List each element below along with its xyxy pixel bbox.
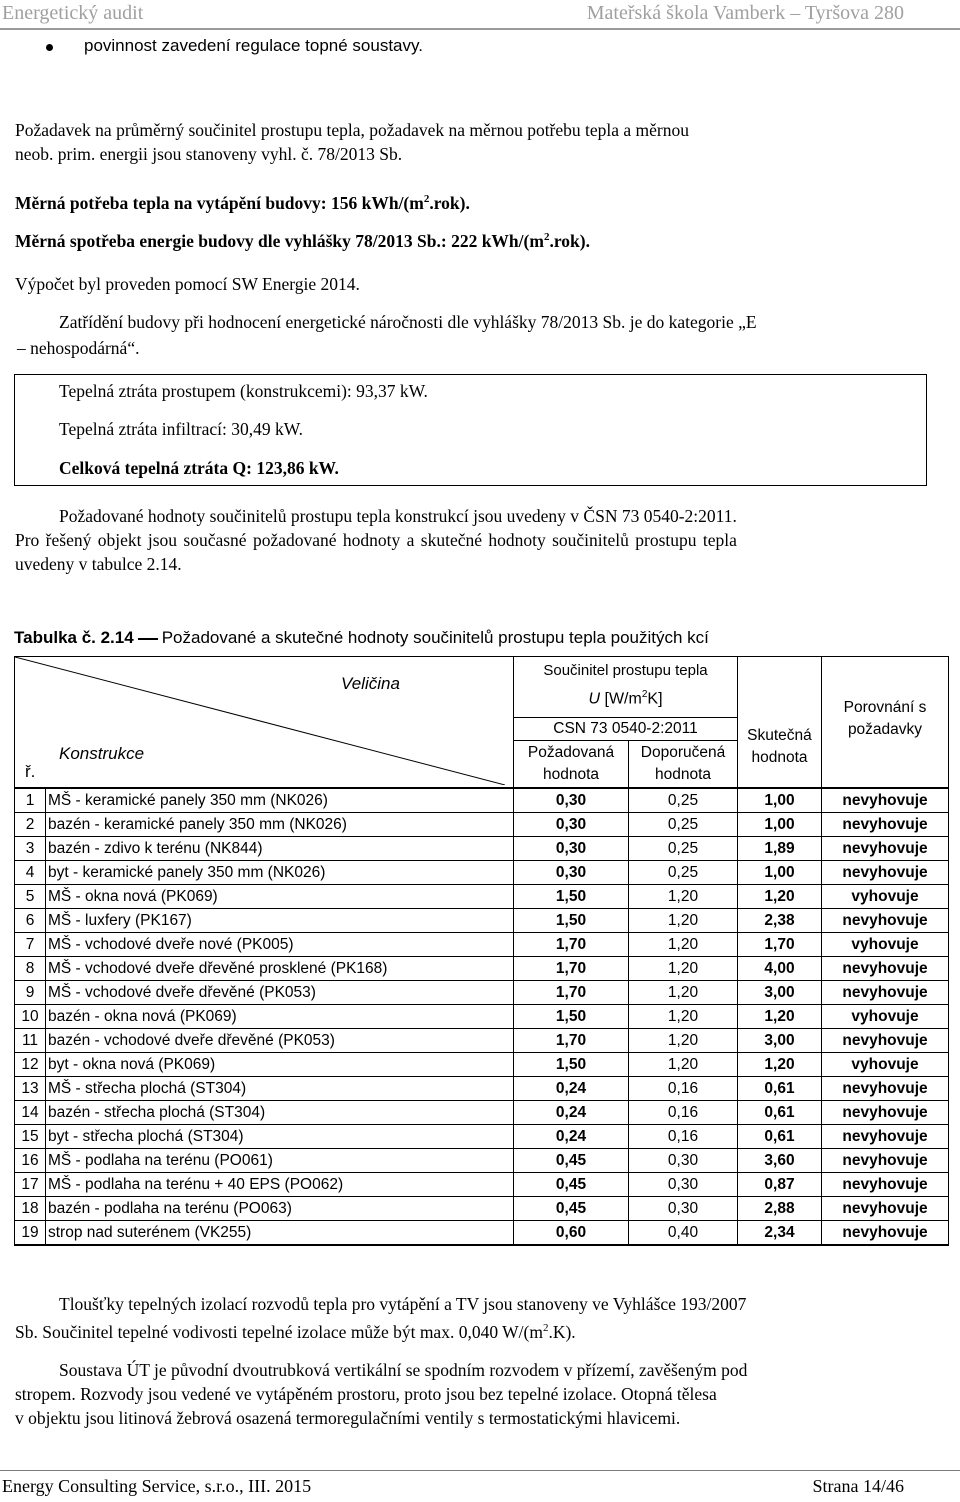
row-construction: bazén - podlaha na terénu (PO063) (46, 1197, 514, 1221)
row-recommended: 1,20 (629, 981, 738, 1005)
row-required: 1,70 (514, 933, 629, 957)
row-comparison: vyhovuje (822, 885, 949, 909)
paragraph-insulation (15, 1292, 910, 1344)
table-row (15, 837, 949, 861)
header-cell-velicina (15, 657, 514, 789)
row-comparison: nevyhovuje (822, 1077, 949, 1101)
para1-line2: neob. prim. energii jsou stanoveny vyhl. č. 78/2013 Sb. (15, 144, 403, 164)
category-line1: Zatřídění budovy při hodnocení energetické náročnosti dle vyhlášky 78/2013 Sb. je do kategorie „E (59, 312, 757, 332)
para2-line2: Pro řešený objekt jsou současné požadované hodnoty a skutečné hodnoty součinitelů prostupu tepla (15, 530, 737, 550)
row-recommended: 0,16 (629, 1125, 738, 1149)
row-number: 1 (15, 788, 46, 813)
row-actual: 3,00 (738, 981, 822, 1005)
row-recommended: 0,30 (629, 1197, 738, 1221)
row-recommended: 0,25 (629, 861, 738, 885)
row-actual: 0,61 (738, 1077, 822, 1101)
row-actual: 1,00 (738, 788, 822, 813)
row-number: 8 (15, 957, 46, 981)
row-actual: 2,34 (738, 1221, 822, 1246)
row-comparison: nevyhovuje (822, 1149, 949, 1173)
ms-sup: 2 (543, 231, 550, 243)
heat-loss-box (14, 374, 927, 486)
header-r: ř. (25, 762, 36, 781)
table-row (15, 788, 949, 813)
row-number: 13 (15, 1077, 46, 1101)
row-number: 10 (15, 1005, 46, 1029)
row-comparison: vyhovuje (822, 933, 949, 957)
header-pozadovana-hodnota: hodnota (542, 766, 600, 783)
table-row (15, 957, 949, 981)
row-recommended: 1,20 (629, 1005, 738, 1029)
row-construction: bazén - zdivo k terénu (NK844) (46, 837, 514, 861)
row-number: 2 (15, 813, 46, 837)
row-required: 0,30 (514, 861, 629, 885)
row-construction: MŠ - okna nová (PK069) (46, 885, 514, 909)
paragraph-requirements (15, 118, 910, 166)
header-skutecna-hodnota: hodnota (751, 749, 808, 766)
row-actual: 1,00 (738, 813, 822, 837)
row-required: 1,50 (514, 885, 629, 909)
para2-line1: Požadované hodnoty součinitelů prostupu tepla konstrukcí jsou uvedeny v ČSN 73 0540-2:2011. (59, 506, 737, 526)
row-recommended: 0,25 (629, 788, 738, 813)
header-porovnani-1: Porovnání s (843, 699, 927, 716)
row-comparison: nevyhovuje (822, 957, 949, 981)
table-row (15, 1077, 949, 1101)
header-porovnani-2: požadavky (847, 721, 923, 738)
header-u: U (588, 690, 601, 708)
row-number: 9 (15, 981, 46, 1005)
row-recommended: 0,30 (629, 1173, 738, 1197)
header-pozadovana: Požadovaná (527, 744, 615, 761)
row-construction: MŠ - keramické panely 350 mm (NK026) (46, 788, 514, 813)
row-construction: MŠ - vchodové dveře dřevěné prosklené (PK168) (46, 957, 514, 981)
para3-line2-text: Sb. Součinitel tepelné vodivosti tepelné izolace může být max. 0,040 W/(m (15, 1321, 543, 1342)
row-actual: 1,20 (738, 885, 822, 909)
row-required: 1,70 (514, 1029, 629, 1053)
table-row (15, 1053, 949, 1077)
header-rule (0, 28, 960, 30)
table-caption (14, 628, 709, 648)
row-recommended: 0,25 (629, 813, 738, 837)
row-actual: 1,89 (738, 837, 822, 861)
row-comparison: nevyhovuje (822, 1101, 949, 1125)
row-number: 4 (15, 861, 46, 885)
mp-text: Měrná potřeba tepla na vytápění budovy: 156 kWh/(m (15, 192, 424, 213)
table-row (15, 1125, 949, 1149)
row-construction: byt - střecha plochá (ST304) (46, 1125, 514, 1149)
header-unit-pre: [W/m (604, 690, 642, 708)
header-konstrukce: Konstrukce (59, 744, 145, 763)
row-number: 12 (15, 1053, 46, 1077)
page-header (0, 0, 960, 30)
row-required: 0,45 (514, 1149, 629, 1173)
table-row (15, 813, 949, 837)
header-cell-pozadovana (514, 741, 629, 789)
header-unit-post: K] (647, 690, 663, 708)
ms-text: Měrná spotřeba energie budovy dle vyhlášky 78/2013 Sb.: 222 kWh/(m (15, 230, 544, 251)
row-number: 3 (15, 837, 46, 861)
category-statement (15, 310, 915, 360)
paragraph-standard (15, 504, 910, 576)
row-comparison: vyhovuje (822, 1005, 949, 1029)
row-required: 0,30 (514, 837, 629, 861)
table-body (15, 788, 949, 1245)
row-comparison: nevyhovuje (822, 837, 949, 861)
table-row (15, 909, 949, 933)
row-construction: bazén - vchodové dveře dřevěné (PK053) (46, 1029, 514, 1053)
row-recommended: 0,25 (629, 837, 738, 861)
row-construction: byt - keramické panely 350 mm (NK026) (46, 861, 514, 885)
caption-text: Požadované a skutečné hodnoty součinitelů prostupu tepla použitých kcí (161, 628, 709, 647)
para2-line3: uvedeny v tabulce 2.14. (15, 554, 182, 574)
row-actual: 2,38 (738, 909, 822, 933)
row-number: 11 (15, 1029, 46, 1053)
footer-rule (0, 1470, 960, 1471)
row-number: 5 (15, 885, 46, 909)
row-number: 18 (15, 1197, 46, 1221)
header-cell-skutecna (738, 657, 822, 789)
row-actual: 3,00 (738, 1029, 822, 1053)
bullet-dot-icon (46, 44, 53, 51)
row-actual: 3,60 (738, 1149, 822, 1173)
para4-line1: Soustava ÚT je původní dvoutrubková vertikální se spodním rozvodem v přízemí, zavěšeným pod (59, 1360, 748, 1380)
header-cell-soucinitel (514, 657, 738, 718)
table-row (15, 885, 949, 909)
row-required: 0,30 (514, 813, 629, 837)
header-csn: CSN 73 0540-2:2011 (514, 718, 738, 741)
row-recommended: 1,20 (629, 1053, 738, 1077)
row-required: 1,50 (514, 1053, 629, 1077)
row-construction: byt - okna nová (PK069) (46, 1053, 514, 1077)
row-comparison: nevyhovuje (822, 1197, 949, 1221)
row-number: 15 (15, 1125, 46, 1149)
row-construction: bazén - keramické panely 350 mm (NK026) (46, 813, 514, 837)
bullet-text: povinnost zavedení regulace topné soustavy. (84, 36, 423, 55)
row-required: 1,50 (514, 909, 629, 933)
table-header-row (15, 657, 949, 718)
table-row (15, 933, 949, 957)
row-required: 0,45 (514, 1197, 629, 1221)
table-row (15, 1221, 949, 1246)
row-required: 0,45 (514, 1173, 629, 1197)
row-recommended: 1,20 (629, 909, 738, 933)
mp-post: .rok). (429, 192, 470, 213)
mp-sup: 2 (423, 193, 430, 205)
heat-loss-transmission: Tepelná ztráta prostupem (konstrukcemi): 93,37 kW. (59, 381, 428, 401)
para3-post: .K). (548, 1321, 576, 1342)
row-construction: MŠ - střecha plochá (ST304) (46, 1077, 514, 1101)
row-recommended: 1,20 (629, 885, 738, 909)
row-recommended: 1,20 (629, 957, 738, 981)
row-required: 0,30 (514, 788, 629, 813)
header-unit-sup: 2 (641, 689, 648, 700)
table-row (15, 1197, 949, 1221)
caption-rule (138, 638, 158, 640)
diagonal-line (15, 657, 505, 785)
row-required: 1,70 (514, 981, 629, 1005)
table-row (15, 1005, 949, 1029)
heat-loss-total: Celková tepelná ztráta Q: 123,86 kW. (59, 458, 339, 478)
footer-right: Strana 14/46 (812, 1476, 904, 1496)
row-recommended: 1,20 (629, 1029, 738, 1053)
specific-energy-consumption (15, 225, 590, 253)
header-cell-porovnani (822, 657, 949, 789)
row-comparison: nevyhovuje (822, 1029, 949, 1053)
header-doporucena-hodnota: hodnota (654, 766, 712, 783)
specific-heat-demand (15, 187, 470, 215)
row-actual: 2,88 (738, 1197, 822, 1221)
row-construction: strop nad suterénem (VK255) (46, 1221, 514, 1246)
row-comparison: nevyhovuje (822, 1125, 949, 1149)
para3-line2 (15, 1316, 910, 1344)
row-construction: bazén - okna nová (PK069) (46, 1005, 514, 1029)
row-construction: MŠ - podlaha na terénu + 40 EPS (PO062) (46, 1173, 514, 1197)
row-required: 1,50 (514, 1005, 629, 1029)
caption-label: Tabulka č. 2.14 (14, 628, 134, 647)
row-actual: 4,00 (738, 957, 822, 981)
row-comparison: vyhovuje (822, 1053, 949, 1077)
row-number: 7 (15, 933, 46, 957)
row-recommended: 0,40 (629, 1221, 738, 1246)
para3-line1: Tloušťky tepelných izolací rozvodů tepla pro vytápění a TV jsou stanoveny ve Vyhlášce 193/2007 (59, 1294, 747, 1314)
row-actual: 1,70 (738, 933, 822, 957)
para3-sup: 2 (542, 1322, 549, 1334)
row-required: 1,70 (514, 957, 629, 981)
row-comparison: nevyhovuje (822, 981, 949, 1005)
row-required: 0,24 (514, 1101, 629, 1125)
header-cell-doporucena (629, 741, 738, 789)
row-construction: MŠ - vchodové dveře dřevěné (PK053) (46, 981, 514, 1005)
header-velicina: Veličina (341, 674, 400, 693)
footer-left: Energy Consulting Service, s.r.o., III. 2015 (2, 1476, 312, 1496)
row-comparison: nevyhovuje (822, 813, 949, 837)
row-comparison: nevyhovuje (822, 1221, 949, 1246)
row-number: 6 (15, 909, 46, 933)
row-required: 0,24 (514, 1077, 629, 1101)
row-actual: 1,20 (738, 1005, 822, 1029)
row-recommended: 0,16 (629, 1101, 738, 1125)
category-line2: – nehospodárná“. (17, 338, 140, 358)
bullet-item (46, 36, 423, 56)
row-number: 19 (15, 1221, 46, 1246)
calculation-note: Výpočet byl proveden pomocí SW Energie 2014. (15, 274, 360, 294)
row-required: 0,24 (514, 1125, 629, 1149)
row-comparison: nevyhovuje (822, 861, 949, 885)
row-number: 16 (15, 1149, 46, 1173)
header-doporucena: Doporučená (640, 744, 726, 761)
row-recommended: 1,20 (629, 933, 738, 957)
table-row (15, 1029, 949, 1053)
u-values-table (14, 656, 949, 1246)
header-soucinitel: Součinitel prostupu tepla (543, 662, 708, 679)
heat-loss-infiltration: Tepelná ztráta infiltrací: 30,49 kW. (59, 419, 304, 439)
header-skutecna: Skutečná (747, 727, 812, 744)
row-number: 17 (15, 1173, 46, 1197)
para4-line3: v objektu jsou litinová žebrová osazená termoregulačními ventily s termostatickými hlavicemi. (15, 1408, 681, 1428)
table-row (15, 981, 949, 1005)
row-actual: 0,61 (738, 1125, 822, 1149)
row-construction: MŠ - vchodové dveře nové (PK005) (46, 933, 514, 957)
table-row (15, 1149, 949, 1173)
row-required: 0,60 (514, 1221, 629, 1246)
row-actual: 1,00 (738, 861, 822, 885)
paragraph-heating-system (15, 1358, 910, 1430)
row-construction: MŠ - luxfery (PK167) (46, 909, 514, 933)
row-comparison: nevyhovuje (822, 788, 949, 813)
row-actual: 1,20 (738, 1053, 822, 1077)
table-row (15, 861, 949, 885)
header-unit (516, 685, 735, 709)
para4-line2: stropem. Rozvody jsou vedené ve vytápěném prostoru, proto jsou bez tepelné izolace. Otopná tělesa (15, 1384, 717, 1404)
row-actual: 0,61 (738, 1101, 822, 1125)
row-number: 14 (15, 1101, 46, 1125)
header-right: Mateřská škola Vamberk – Tyršova 280 (586, 2, 904, 24)
row-actual: 0,87 (738, 1173, 822, 1197)
ms-post: .rok). (549, 230, 590, 251)
table-row (15, 1101, 949, 1125)
para1-line1: Požadavek na průměrný součinitel prostupu tepla, požadavek na měrnou potřebu tepla a měrnou (15, 120, 690, 140)
table-row (15, 1173, 949, 1197)
row-construction: MŠ - podlaha na terénu (PO061) (46, 1149, 514, 1173)
row-recommended: 0,30 (629, 1149, 738, 1173)
row-recommended: 0,16 (629, 1077, 738, 1101)
row-comparison: nevyhovuje (822, 1173, 949, 1197)
row-comparison: nevyhovuje (822, 909, 949, 933)
header-left: Energetický audit (2, 2, 144, 24)
row-construction: bazén - střecha plochá (ST304) (46, 1101, 514, 1125)
